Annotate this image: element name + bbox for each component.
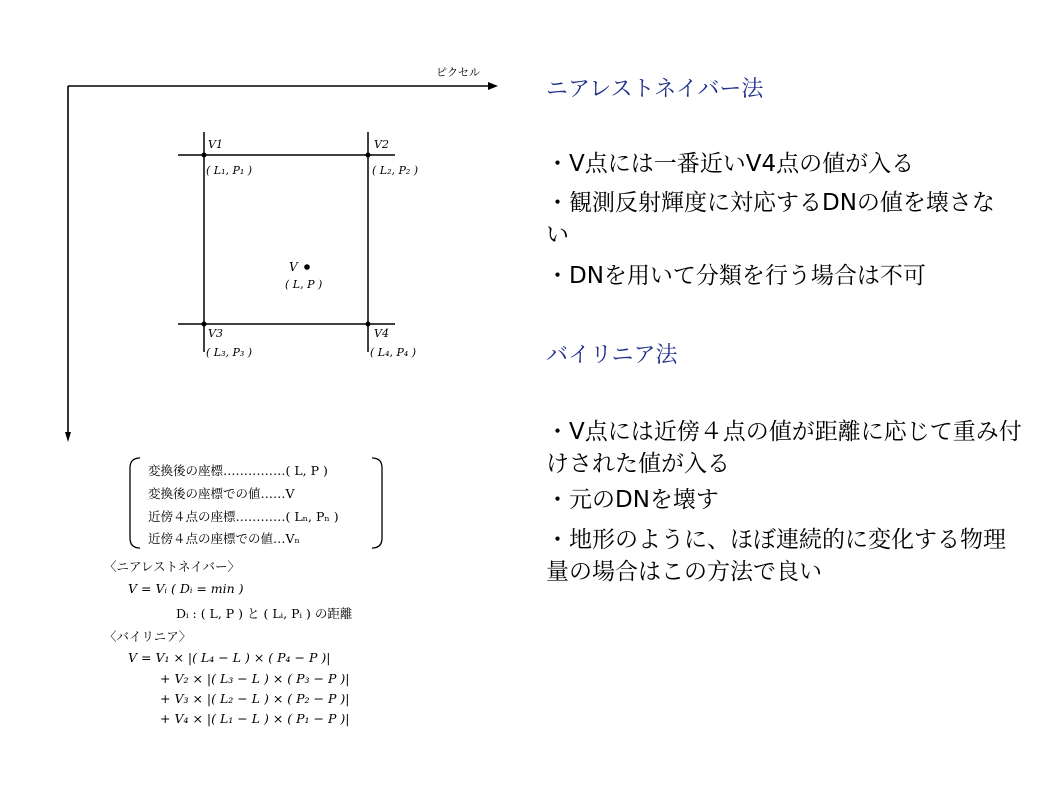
label-v1-coord: ( L₁, P₁ ) [206, 164, 253, 177]
label-v-coord: ( L, P ) [285, 278, 323, 291]
line-axis-arrow [65, 432, 71, 442]
bl-bullet-2: ・元のDNを壊す [546, 487, 719, 513]
point-v3 [202, 322, 207, 327]
nn-distance-definition: Dᵢ : ( L, P ) と ( Lᵢ, Pᵢ ) の距離 [176, 606, 353, 621]
definitions-bracket-right [372, 458, 382, 548]
bl-equation-3: + V₃ × |( L₂ − L ) × ( P₂ − P )| [160, 691, 350, 706]
label-v: V [289, 260, 298, 274]
definition-4: 近傍４点の座標での値…Vₙ [148, 531, 300, 546]
label-v2: V2 [374, 138, 389, 151]
bl-heading: バイリニア法 [546, 343, 678, 368]
definition-2: 変換後の座標での値……V [148, 486, 295, 501]
point-v4 [366, 322, 371, 327]
definition-3: 近傍４点の座標…………( Lₙ, Pₙ ) [148, 509, 339, 524]
bl-bullet-3: ・地形のように、ほぼ連続的に変化する物理量の場合はこの方法で良い [546, 527, 1006, 585]
label-v3: V3 [208, 327, 223, 340]
point-v2 [366, 153, 371, 158]
label-v1: V1 [208, 138, 223, 151]
axis-x-label: ピクセル [436, 66, 480, 79]
definitions-bracket-left [130, 458, 140, 548]
point-v1 [202, 153, 207, 158]
point-v [304, 264, 310, 270]
nn-bullet-1: ・V点には一番近いV4点の値が入る [546, 151, 915, 177]
nn-title: 〈ニアレストネイバー〉 [104, 559, 241, 574]
nn-equation: V = Vᵢ ( Dᵢ = min ) [128, 581, 244, 596]
label-v4-coord: ( L₄, P₄ ) [370, 346, 417, 359]
label-v3-coord: ( L₃, P₃ ) [206, 346, 253, 359]
bl-equation-2: + V₂ × |( L₃ − L ) × ( P₃ − P )| [160, 671, 350, 686]
nn-heading: ニアレストネイバー法 [546, 77, 764, 102]
definition-1: 変換後の座標……………( L, P ) [148, 463, 328, 478]
nn-bullet-2: ・観測反射輝度に対応するDNの値を壊さない [546, 190, 995, 248]
bl-bullet-1: ・V点には近傍４点の値が距離に応じて重み付けされた値が入る [546, 419, 1022, 477]
label-v2-coord: ( L₂, P₂ ) [372, 164, 419, 177]
bl-equation-4: + V₄ × |( L₁ − L ) × ( P₁ − P )| [160, 711, 350, 726]
nn-bullet-3: ・DNを用いて分類を行う場合は不可 [546, 263, 926, 289]
bl-title: 〈バイリニア〉 [104, 629, 192, 644]
label-v4: V4 [374, 327, 389, 340]
pixel-axis-arrow [488, 82, 498, 90]
bl-equation-1: V = V₁ × |( L₄ − L ) × ( P₄ − P )| [128, 650, 331, 665]
